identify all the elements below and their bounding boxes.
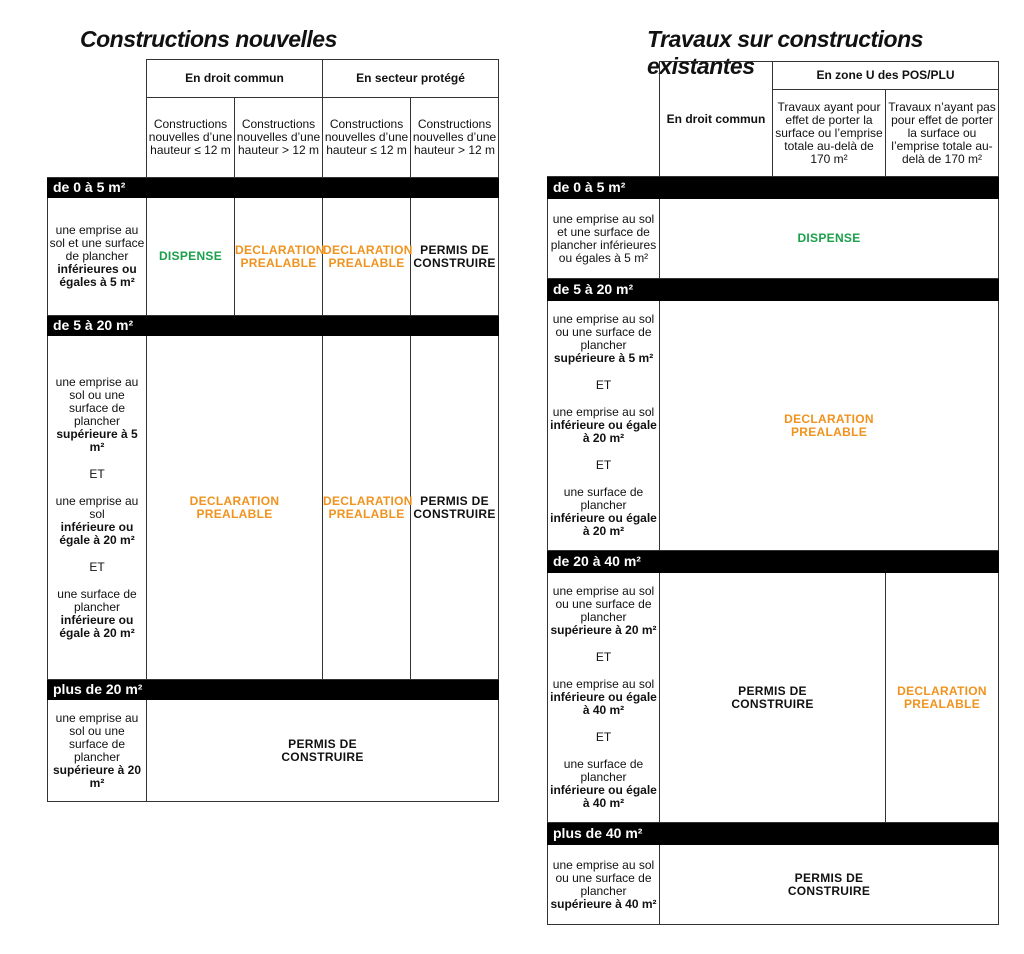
band-row: de 0 à 5 m² xyxy=(48,178,499,198)
condition-cell: une emprise au sol ou une surface de plancher supérieure à 20 m² xyxy=(48,700,147,802)
condition-cell: une emprise au sol ou une surface de plancher supérieure à 5 m² ET une emprise au sol inférieure ou égale à 20 m² ET une surface de plancher inférieure ou égale à 20 m² xyxy=(548,301,660,551)
value-permis: PERMIS DE CONSTRUIRE xyxy=(411,198,499,316)
value-permis: PERMIS DE CONSTRUIRE xyxy=(147,700,499,802)
group-header-zone-u: En zone U des POS/PLU xyxy=(773,62,999,90)
subheader: Travaux n’ayant pas pour effet de porter la surface ou l’emprise totale au-delà de 170 m² xyxy=(886,90,999,177)
condition-cell: une emprise au sol ou une surface de plancher supérieure à 20 m² ET une emprise au sol inférieure ou égale à 40 m² ET une surface de plancher inférieure ou égale à 40 m² xyxy=(548,573,660,823)
subheader: Constructions nouvelles d’une hauteur > 12 m xyxy=(235,98,323,178)
band-row: de 5 à 20 m² xyxy=(48,316,499,336)
value-declaration: DECLARATION PREALABLE xyxy=(235,198,323,316)
value-declaration: DECLARATION PREALABLE xyxy=(886,573,999,823)
value-dispense: DISPENSE xyxy=(147,198,235,316)
value-declaration: DECLARATION PREALABLE xyxy=(323,336,411,680)
subheader: Constructions nouvelles d’une hauteur ≤ 12 m xyxy=(147,98,235,178)
left-title: Constructions nouvelles xyxy=(80,26,337,52)
existing-constructions-table xyxy=(547,61,999,925)
condition-cell: une emprise au sol et une surface de plancher inférieures ou égales à 5 m² xyxy=(48,198,147,316)
band-row: de 5 à 20 m² xyxy=(548,279,999,301)
value-permis: PERMIS DE CONSTRUIRE xyxy=(411,336,499,680)
band-row: plus de 20 m² xyxy=(48,680,499,700)
value-declaration: DECLARATION PREALABLE xyxy=(147,336,323,680)
subheader: Travaux ayant pour effet de porter la surface ou l’emprise totale au-delà de 170 m² xyxy=(773,90,886,177)
value-declaration: DECLARATION PREALABLE xyxy=(323,198,411,316)
value-permis: PERMIS DE CONSTRUIRE xyxy=(660,573,886,823)
value-dispense: DISPENSE xyxy=(660,199,999,279)
band-row: plus de 40 m² xyxy=(548,823,999,845)
subheader: Constructions nouvelles d’une hauteur ≤ 12 m xyxy=(323,98,411,178)
new-constructions-table xyxy=(47,59,499,802)
corner-cell xyxy=(48,60,147,178)
band-row: de 20 à 40 m² xyxy=(548,551,999,573)
condition-cell: une emprise au sol ou une surface de plancher supérieure à 40 m² xyxy=(548,845,660,925)
group-header-common: En droit commun xyxy=(147,60,323,98)
corner-cell xyxy=(548,62,660,177)
band-row: de 0 à 5 m² xyxy=(548,177,999,199)
condition-cell: une emprise au sol et une surface de plancher inférieures ou égales à 5 m² xyxy=(548,199,660,279)
right-title: Travaux sur constructions existantes xyxy=(647,26,923,79)
value-permis: PERMIS DE CONSTRUIRE xyxy=(660,845,999,925)
group-header-protected: En secteur protégé xyxy=(323,60,499,98)
condition-cell: une emprise au sol ou une surface de plancher supérieure à 5 m² ET une emprise au sol inférieure ou égale à 20 m² ET une surface de plancher inférieure ou égale à 20 m² xyxy=(48,336,147,680)
value-declaration: DECLARATION PREALABLE xyxy=(660,301,999,551)
subheader: Constructions nouvelles d’une hauteur > 12 m xyxy=(411,98,499,178)
column-header-common: En droit commun xyxy=(660,62,773,177)
